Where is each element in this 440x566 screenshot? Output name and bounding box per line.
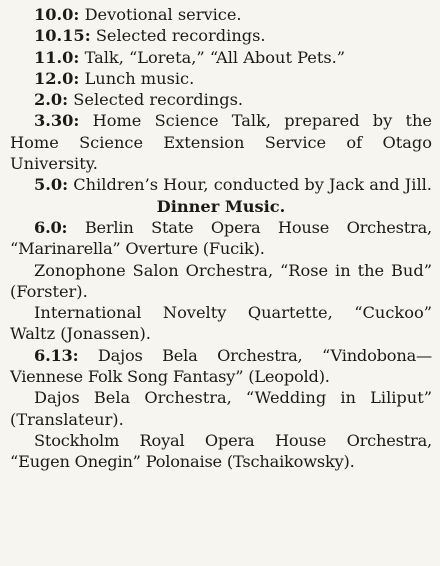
listing-entry bbox=[10, 47, 432, 68]
entry-time: 6.13: bbox=[34, 345, 79, 365]
entry-text: Dajos Bela Orchestra, “Vindobona—Viennese Folk Song Fantasy” (Leopold). bbox=[10, 345, 433, 387]
entry-text: Lunch music. bbox=[84, 68, 195, 88]
listing-entry bbox=[10, 68, 432, 89]
section-heading: Dinner Music. bbox=[156, 196, 286, 216]
listing-entry bbox=[10, 4, 432, 25]
listing-entry bbox=[10, 217, 432, 260]
entry-time: 10.15: bbox=[34, 26, 91, 46]
entry-text: Devotional service. bbox=[84, 5, 242, 24]
entry-text: Home Science Talk, prepared by the Home Science Extension Service of Otago University. bbox=[10, 111, 432, 174]
entry-time: 3.30: bbox=[34, 111, 80, 131]
entry-time: 10.0: bbox=[34, 5, 80, 24]
entry-text: Berlin State Opera House Orchestra, “Marinarella” Overture (Fucik). bbox=[10, 217, 432, 259]
listing-entry bbox=[10, 345, 432, 388]
entry-time: 12.0: bbox=[34, 68, 80, 88]
listing-entry bbox=[10, 25, 432, 46]
listing-entry bbox=[10, 260, 432, 303]
entry-text: Talk, “Loreta,” “All About Pets.” bbox=[84, 47, 346, 67]
listing-entry bbox=[10, 110, 432, 174]
entry-text: Stockholm Royal Opera House Orchestra, “Eugen Onegin” Polonaise (Tschaikowsky). bbox=[10, 430, 432, 472]
entry-time: 2.0: bbox=[34, 90, 69, 110]
entry-text: International Novelty Quartette, “Cuckoo” Waltz (Jonassen). bbox=[10, 303, 432, 344]
entry-text: Zonophone Salon Orchestra, “Rose in the Bud” (Forster). bbox=[10, 260, 432, 301]
entry-time: 6.0: bbox=[34, 217, 68, 237]
listing-entry bbox=[10, 89, 432, 110]
listing-entry bbox=[10, 302, 432, 345]
entry-text: Selected recordings. bbox=[73, 90, 244, 110]
listing-entry bbox=[10, 387, 432, 430]
entry-text: Children’s Hour, conducted by Jack and Jill. bbox=[73, 175, 432, 195]
listing-entry bbox=[10, 430, 432, 473]
entry-time: 11.0: bbox=[34, 47, 80, 67]
entry-time: 5.0: bbox=[34, 175, 69, 195]
entry-text: Dajos Bela Orchestra, “Wedding in Liliput” (Translateur). bbox=[10, 388, 432, 429]
listing-entry bbox=[10, 174, 432, 195]
entry-text: Selected recordings. bbox=[95, 26, 266, 46]
